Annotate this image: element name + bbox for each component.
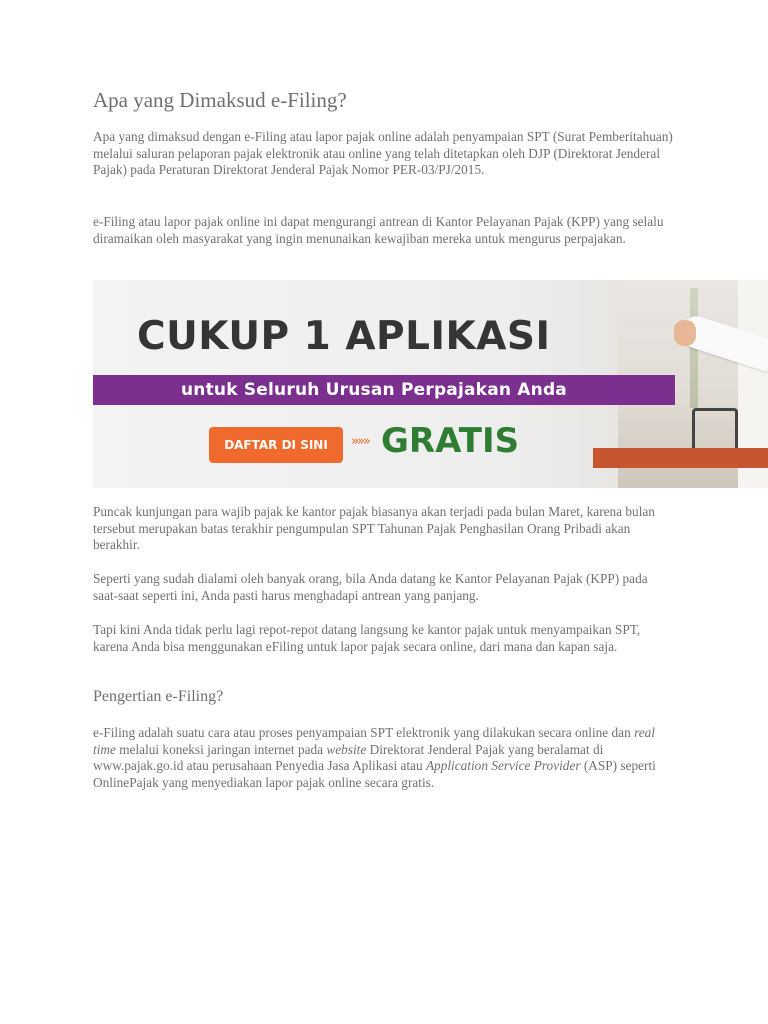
body-paragraph-2: Seperti yang sudah dialami oleh banyak orang, bila Anda datang ke Kantor Pelayanan Pajak (KPP) pada saat-saat seperti ini, Anda pasti harus menghadapi antrean yang panjang.	[93, 571, 648, 603]
definition-text-3: Direktorat Jenderal Pajak yang beralamat di www.pajak.go.id atau perusahaan Penyedia Jasa Aplikasi atau	[93, 741, 604, 774]
register-button[interactable]: DAFTAR DI SINI	[209, 427, 343, 463]
banner-stripe-text: untuk Seluruh Urusan Perpajakan Anda	[181, 380, 567, 400]
definition-text-4: (ASP) seperti OnlinePajak yang menyediakan lapor pajak online secara gratis.	[93, 758, 656, 791]
body-paragraph-1: Puncak kunjungan para wajib pajak ke kantor pajak biasanya akan terjadi pada bulan Maret, karena bulan tersebut merupakan batas terakhir pengumpulan SPT Tahunan Pajak Penghasilan Orang Pribadi akan berakhir.	[93, 504, 655, 553]
page-title: Apa yang Dimaksud e-Filing?	[93, 88, 347, 112]
banner-headline: CUKUP 1 APLIKASI	[137, 314, 551, 359]
definition-text-2: melalui koneksi jaringan internet pada	[115, 741, 327, 757]
intro-paragraph-1: Apa yang dimaksud dengan e-Filing atau lapor pajak online adalah penyampaian SPT (Surat Pemberitahuan) melalui saluran pelaporan pajak elektronik atau online yang telah ditetapkan oleh DJP (Direktorat Jenderal Pajak) pada Peraturan Direktorat Jenderal Pajak Nomor PER-03/PJ/2015.	[93, 129, 673, 178]
banner-table	[593, 448, 768, 468]
promo-banner[interactable]	[93, 280, 768, 488]
definition-paragraph	[93, 725, 673, 792]
definition-emphasis-3: Application Service Provider	[425, 758, 581, 774]
section-heading: Pengertian e-Filing?	[93, 688, 224, 705]
definition-text-1: e-Filing adalah suatu cara atau proses penyampaian SPT elektronik yang dilakukan secara online dan	[93, 725, 635, 740]
definition-emphasis-2: website	[326, 741, 367, 757]
banner-chair	[692, 408, 738, 453]
banner-gratis: GRATIS	[381, 421, 520, 461]
chevron-arrows-icon: »»»	[351, 434, 369, 449]
definition-emphasis-1: real time	[93, 725, 655, 757]
banner-stripe	[93, 375, 675, 405]
banner-hand	[674, 320, 696, 346]
intro-paragraph-2: e-Filing atau lapor pajak online ini dapat mengurangi antrean di Kantor Pelayanan Pajak (KPP) yang selalu diramaikan oleh masyarakat yang ingin menunaikan kewajiban mereka untuk mengurus perpajakan.	[93, 214, 664, 246]
body-paragraph-3: Tapi kini Anda tidak perlu lagi repot-repot datang langsung ke kantor pajak untuk menyampaikan SPT, karena Anda bisa menggunakan eFiling untuk lapor pajak secara online, dari mana dan kapan saja.	[93, 622, 641, 654]
